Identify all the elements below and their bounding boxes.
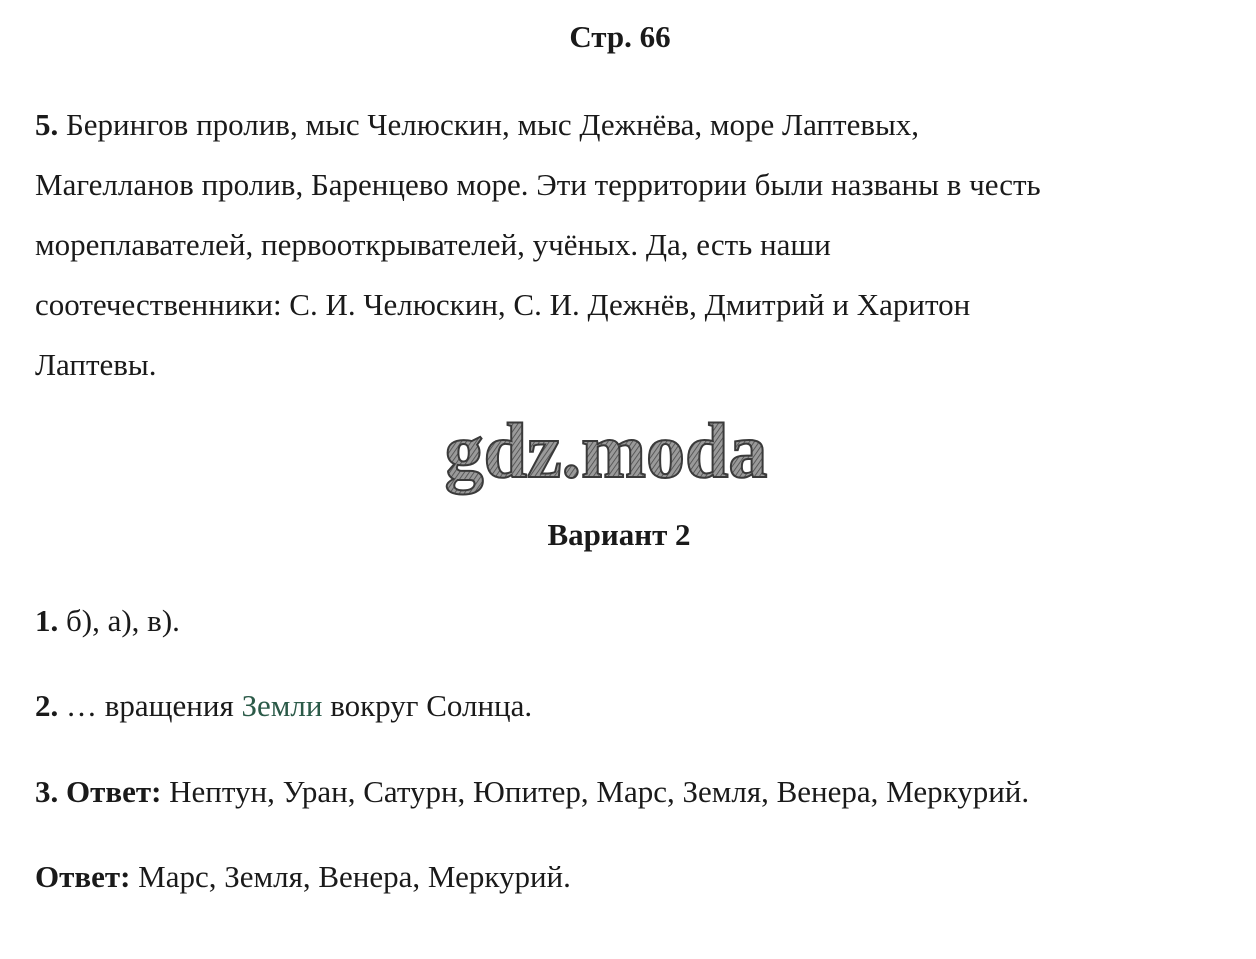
gdz-moda-watermark-logo (428, 405, 784, 505)
answer-2-highlighted-word: Земли (241, 688, 323, 723)
watermark-text: gdz.moda (444, 407, 768, 494)
answer-2-text-before: … вращения (66, 688, 234, 723)
answer-4-label: Ответ: (35, 859, 131, 894)
answer-1 (35, 600, 180, 642)
answer-4-text: Марс, Земля, Венера, Меркурий. (138, 859, 571, 894)
answer-3-text: Нептун, Уран, Сатурн, Юпитер, Марс, Земля, Венера, Меркурий. (169, 774, 1030, 809)
answer-3-label: 3. Ответ: (35, 774, 162, 809)
answer-1-text: б), а), в). (66, 603, 180, 638)
task-5-line: Лаптевы. (35, 347, 157, 382)
task-5-line-text: Берингов пролив, мыс Челюскин, мыс Дежнёва, море Лаптевых, (66, 107, 920, 142)
task-5-line (35, 95, 1215, 155)
answer-2-number: 2. (35, 688, 59, 723)
page-number-heading: Стр. 66 (569, 19, 671, 54)
answer-4 (35, 856, 571, 898)
task-5-answer (35, 95, 1215, 395)
task-5-line: Магелланов пролив, Баренцево море. Эти территории были названы в честь (35, 167, 1041, 202)
answer-1-number: 1. (35, 603, 59, 638)
task-5-line: мореплавателей, первооткрывателей, учёных. Да, есть наши (35, 227, 831, 262)
variant-heading: Вариант 2 (547, 517, 691, 552)
answer-3 (35, 771, 1029, 813)
task-5-line: соотечественники: С. И. Челюскин, С. И. Дежнёв, Дмитрий и Харитон (35, 287, 971, 322)
answer-2-text-after: вокруг Солнца. (322, 688, 533, 723)
answer-2 (35, 685, 532, 727)
task-5-number: 5. (35, 107, 59, 142)
